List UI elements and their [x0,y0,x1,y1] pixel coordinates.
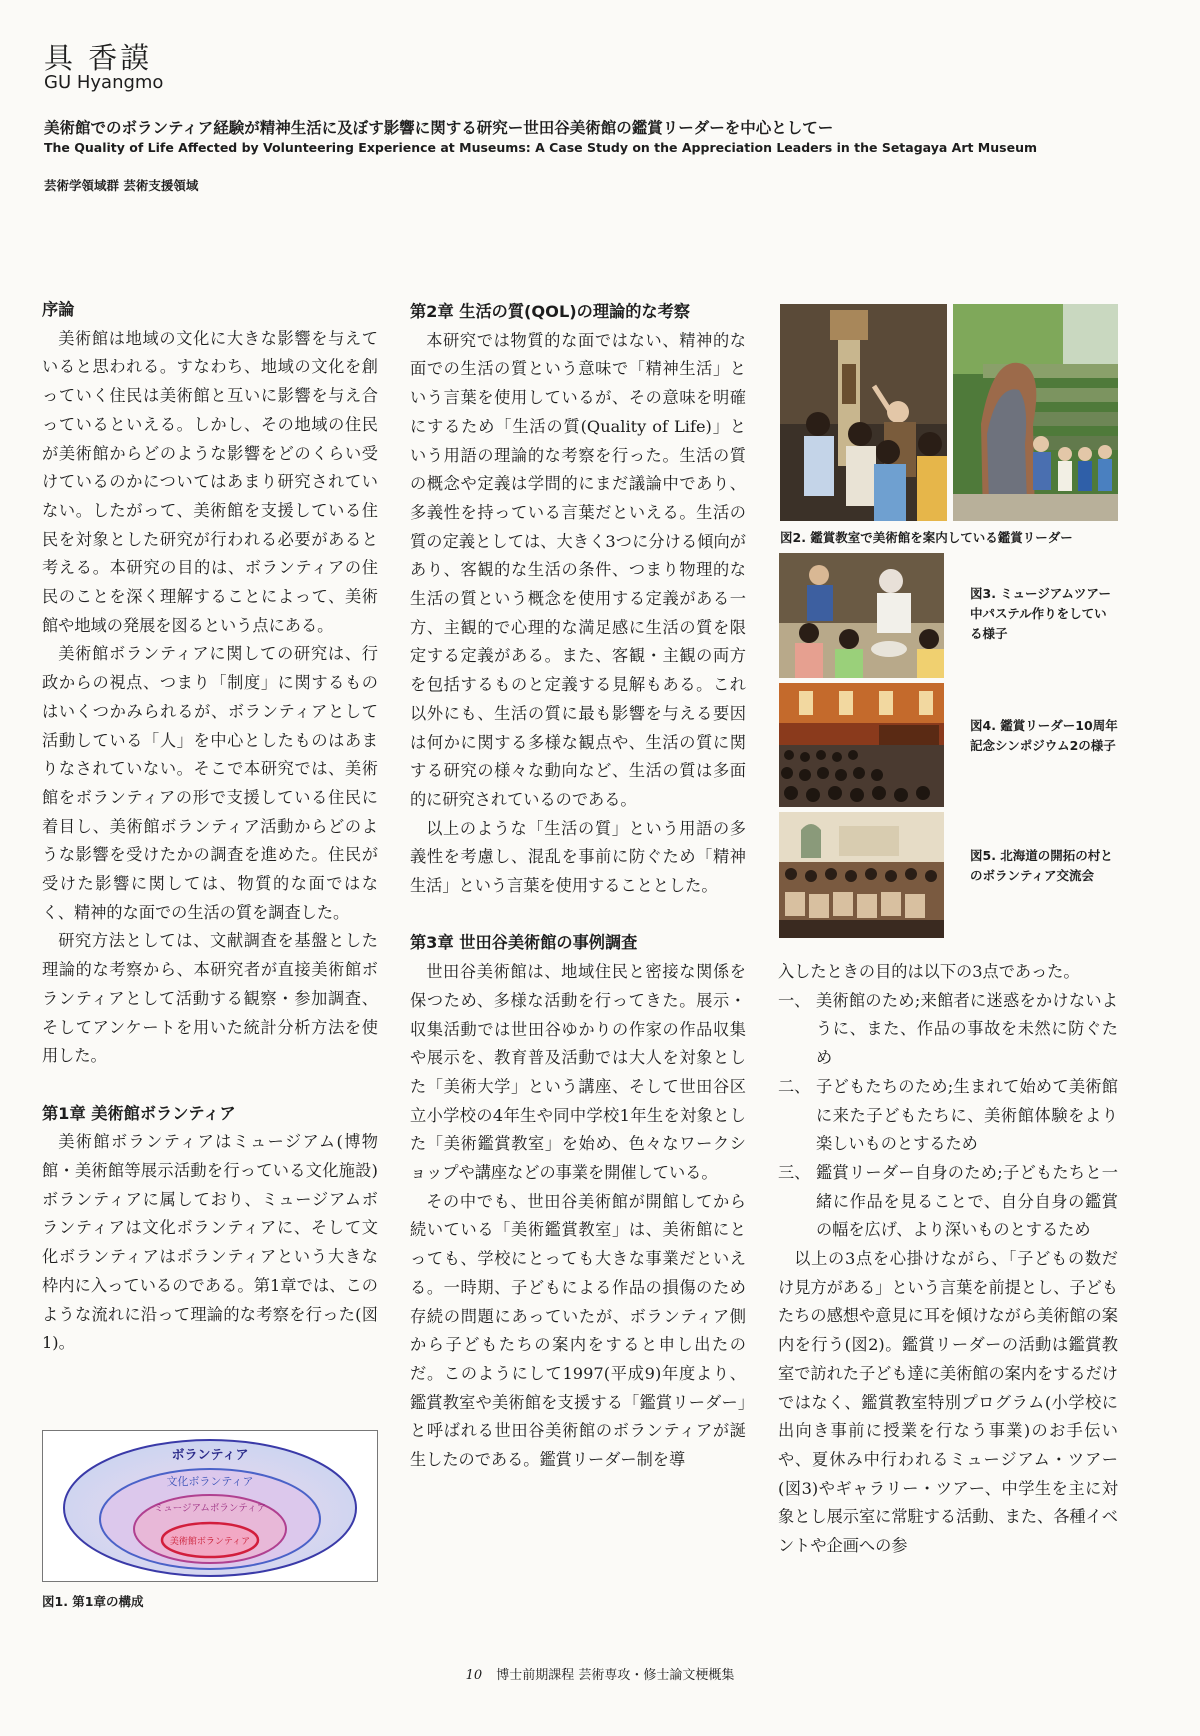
figure-2-caption: 図2. 鑑賞教室で美術館を案内している鑑賞リーダー [780,530,1073,545]
column-3 [778,958,1118,1561]
figure-5-photo [779,812,944,938]
paragraph: 美術館ボランティアはミュージアム(博物館・美術館等展示活動を行っている文化施設)ボランティアに属しており、ミュージアムボランティアは文化ボランティアに、そして文化ボランティアはボランティアという大きな枠内に入っているのである。第1章では、このような流れに沿って理論的な考察を行った(図1)。 [42,1132,378,1353]
paragraph: 美術館ボランティアに関しての研究は、行政からの視点、つまり「制度」に関するものはいくつかみられるが、ボランティアとして活動している「人」を中心としたものはあまりなされていない。そこで本研究では、美術館をボランティアの形で支援している住民に着目し、美術館ボランティア活動からどのような影響を受けたかの調査を進めた。住民が受けた影響に関しては、物質的な面ではなく、精神的な面での生活の質を調査した。 [42,644,378,922]
list-item [778,1073,1118,1159]
paragraph: 以上のような「生活の質」という用語の多義性を考慮し、混乱を事前に防ぐため「精神生活」という言葉を使用することとした。 [410,818,746,896]
figure-5-caption: 図5. 北海道の開拓の村とのボランティア交流会 [970,848,1113,883]
section-heading-ch3: 第3章 世田谷美術館の事例調査 [410,933,638,953]
author-name-roman: GU Hyangmo [44,72,164,93]
paragraph: その中でも、世田谷美術館が開館してから続いている「美術鑑賞教室」は、美術館にとっても、学校にとっても大きな事業だといえる。一時期、子どもによる作品の損傷のため存続の問題にあっていたが、ボランティア側から子どもたちの案内をすると申し出たのだ。このようにして1997(平成9)年度より、鑑賞教室や美術館を支援する「鑑賞リーダー」と呼ばれる世田谷美術館のボランティアが誕生したのである。鑑賞リーダー制を導 [410,1191,746,1470]
list-text: 美術館のため;来館者に迷惑をかけないように、また、作品の事故を未然に防ぐため [816,990,1118,1068]
author-name: 具 香謨 [44,41,153,75]
section-heading-intro: 序論 [42,300,75,319]
section-heading-ch2: 第2章 生活の質(QOL)の理論的な考察 [410,302,690,321]
list-number: 一、 [778,990,811,1010]
label-museum-volunteer: ミュージアムボランティア [153,1503,267,1514]
label-culture-volunteer: 文化ボランティア [166,1475,254,1488]
list-number: 二、 [778,1076,811,1096]
affiliation: 芸術学領域群 芸術支援領域 [44,178,199,193]
paragraph: 入したときの目的は以下の3点であった。 [778,962,1080,981]
figure-3-caption: 図3. ミュージアムツアー中パステル作りをしている様子 [970,586,1112,641]
figure-4-photo [779,683,944,807]
column-1 [42,296,378,1358]
paper-title-en: The Quality of Life Affected by Volunteering Experience at Museums: A Case Study on the Appreciation Leaders in the Setagaya Art Museum [44,140,1037,155]
figure-2-photo-right [953,304,1118,521]
paragraph: 本研究では物質的な面ではない、精神的な面での生活の質という意味で「精神生活」という言葉を使用しているが、その意味を明確にするため「生活の質(Quality of Life)」という用語の理論的な考察を行った。生活の質の概念や定義は学問的にまだ議論中であり、多義性を持っている言葉だといえる。生活の質の定義としては、大きく3つに分ける傾向があり、客観的な生活の条件、つまり物理的な生活の質という概念を使用する定義がある一方、主観的で心理的な満足感に生活の質を限定する定義がある。また、客観・主観の両方を包括するものと定義する見解もある。これ以外にも、生活の質に最も影響を与える要因は何かに関する多様な観点や、生活の質に関する研究の様々な動向など、生活の質は多面的に研究されているのである。 [410,330,746,809]
publication-name: 博士前期課程 芸術専攻・修士論文梗概集 [496,1668,735,1683]
page-footer [0,1664,1200,1683]
figure-1-diagram [42,1430,378,1582]
paragraph: 以上の3点を心掛けながら、「子どもの数だけ見方がある」という言葉を前提とし、子どもたちの感想や意見に耳を傾けながら美術館の案内を行う(図2)。鑑賞リーダーの活動は鑑賞教室で訪れた子ども達に美術館の案内をするだけではなく、鑑賞教室特別プログラム(小学校に出向き事前に授業を行なう事業)のお手伝いや、夏休み中行われるミュージアム・ツアー(図3)やギャラリー・ツアー、中学生を主に対象とし展示室に常駐する活動、また、各種イベントや企画への参 [778,1249,1118,1556]
list-item [778,987,1118,1073]
list-text: 鑑賞リーダー自身のため;子どもたちと一緒に作品を見ることで、自分自身の鑑賞の幅を広げ、より深いものとするため [816,1162,1118,1240]
paper-title-ja: 美術館でのボランティア経験が精神生活に及ぼす影響に関する研究ー世田谷美術館の鑑賞リーダーを中心としてー [44,119,834,137]
figure-4-caption: 図4. 鑑賞リーダー10周年記念シンポジウム2の様子 [970,718,1118,753]
label-volunteer: ボランティア [171,1448,249,1463]
section-heading-ch1: 第1章 美術館ボランティア [42,1103,236,1123]
list-text: 子どもたちのため;生まれて始めて美術館に来た子どもたちに、美術館体験をより楽しいものとするため [816,1076,1118,1154]
label-art-museum-volunteer: 美術館ボランティア [169,1537,251,1547]
paragraph: 研究方法としては、文献調査を基盤とした理論的な考察から、本研究者が直接美術館ボランティアとして活動する観察・参加調査、そしてアンケートを用いた統計分析方法を使用した。 [42,931,378,1066]
figure-2-photo-left [780,304,947,521]
figure-1-caption: 図1. 第1章の構成 [42,1594,144,1609]
list-item [778,1159,1118,1245]
paragraph: 美術館は地域の文化に大きな影響を与えていると思われる。すなわち、地域の文化を創っていく住民は美術館と互いに影響を与え合っているといえる。しかし、その地域の住民が美術館からどのような影響をどのくらい受けているのかについてはあまり研究されていない。したがって、美術館を支援している住民を対象とした研究が行われる必要があると考える。本研究の目的は、ボランティアの住民のことを深く理解することによって、美術館や地域の発展を図るという点にある。 [42,328,378,635]
page-number: 10 [465,1668,483,1683]
column-2 [410,298,746,1475]
paragraph: 世田谷美術館は、地域住民と密接な関係を保つため、多様な活動を行ってきた。展示・収集活動では世田谷ゆかりの作家の作品収集や展示を、教育普及活動では大人を対象とした「美術大学」という講座、そして世田谷区立小学校の4年生や同中学校1年生を対象とした「美術鑑賞教室」を始め、色々なワークショップや講座などの事業を開催している。 [410,962,746,1183]
list-number: 三、 [778,1162,811,1182]
figure-3-photo [779,553,944,678]
